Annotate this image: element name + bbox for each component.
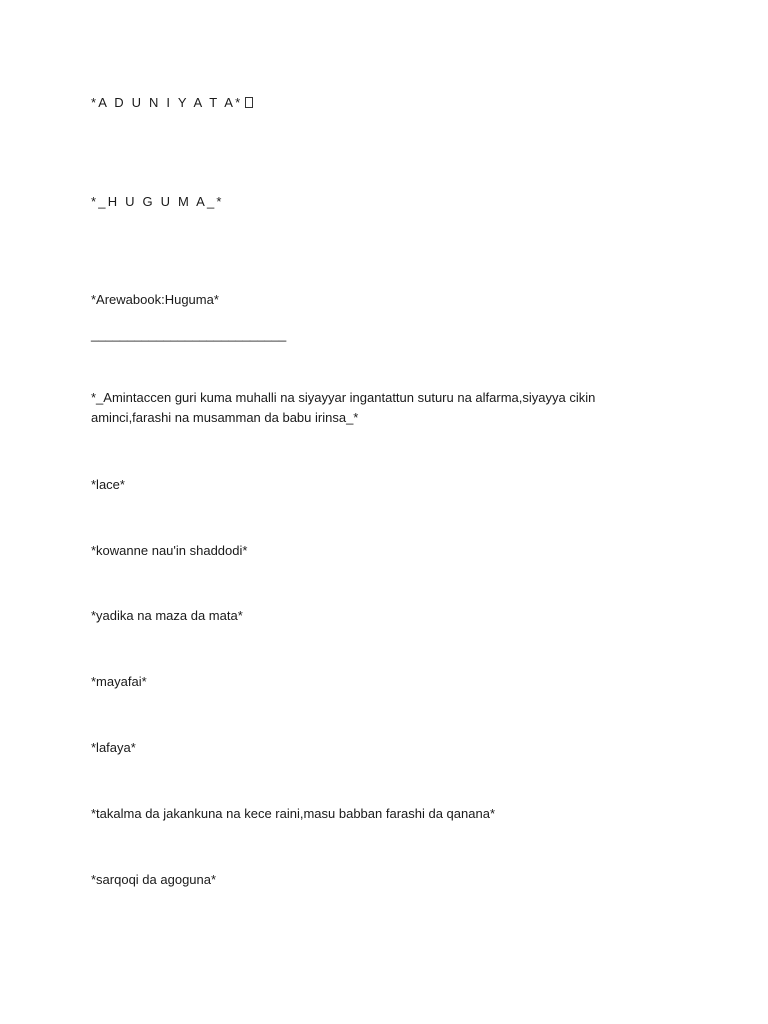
list-item-1: *lace* — [91, 477, 125, 492]
list-item-4: *mayafai* — [91, 674, 147, 689]
document-title-text: *A D U N I Y A T A* — [91, 95, 243, 110]
document-title — [91, 93, 253, 112]
list-item-5: *lafaya* — [91, 740, 136, 755]
intro-paragraph: *_Amintaccen guri kuma muhalli na siyayyar ingantattun suturu na alfarma,siyayya cikin aminci,farashi na musamman da babu irinsa_* — [91, 390, 596, 425]
list-item-6: *takalma da jakankuna na kece raini,masu babban farashi da qanana* — [91, 806, 495, 821]
list-item-7: *sarqoqi da agoguna* — [91, 872, 217, 887]
source-line: *Arewabook:Huguma* — [91, 292, 219, 307]
list-item-3: *yadika na maza da mata* — [91, 608, 243, 623]
list-item-2: *kowanne nau'in shaddodi* — [91, 543, 248, 558]
divider-rule: ___________________________ — [91, 327, 287, 342]
document-subtitle: *_H U G U M A_* — [91, 194, 224, 209]
missing-glyph-icon — [245, 97, 253, 108]
